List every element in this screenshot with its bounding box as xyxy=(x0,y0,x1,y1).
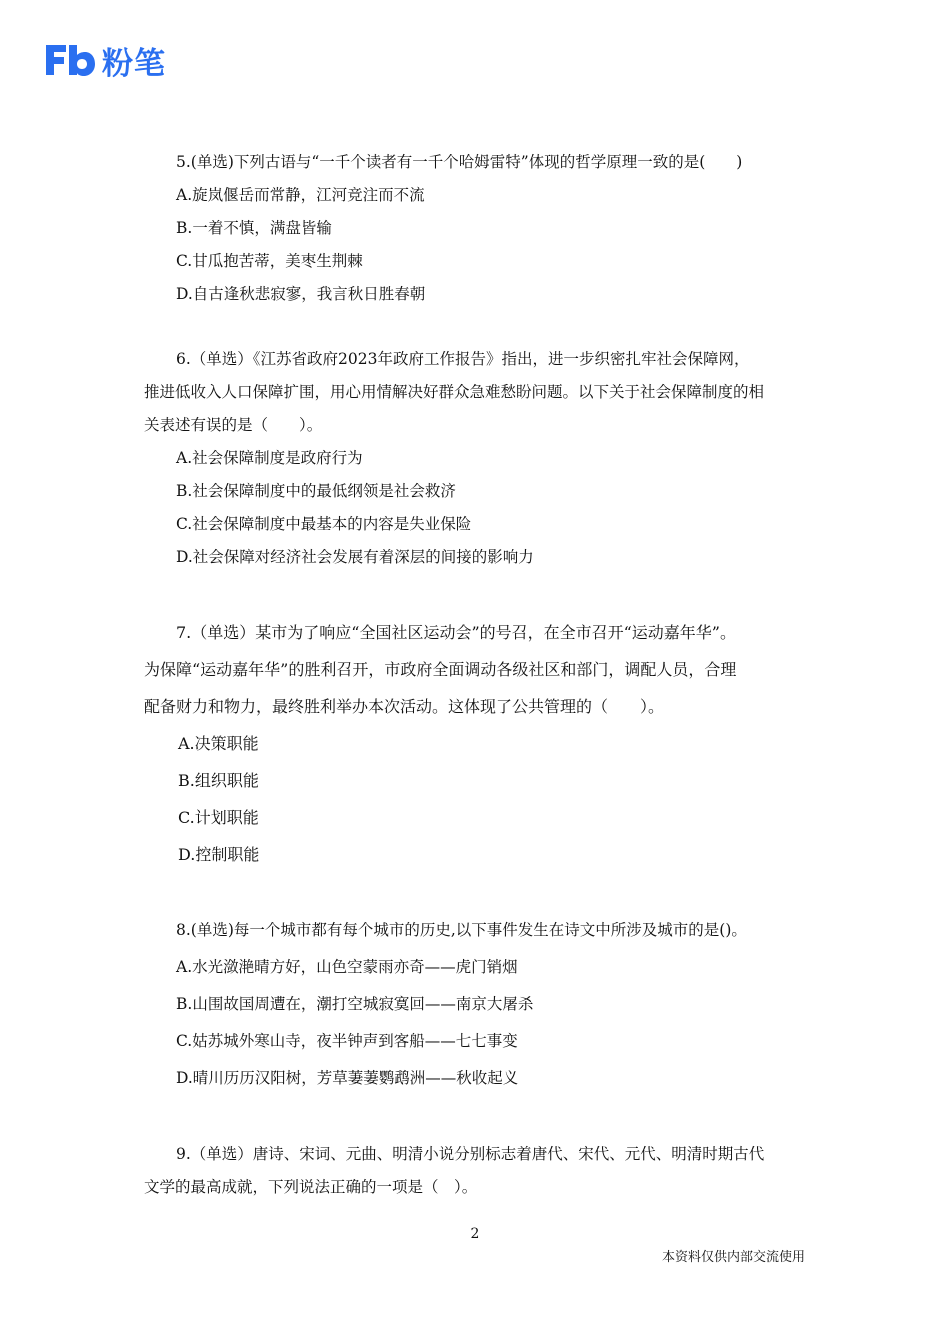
question-stem-line: 5.(单选)下列古语与“一千个读者有一千个哈姆雷特”体现的哲学原理一致的是( ) xyxy=(176,153,743,171)
option-d: D.自古逢秋悲寂寥，我言秋日胜春朝 xyxy=(176,285,426,303)
page-number: 2 xyxy=(470,1226,480,1242)
question-stem-line: 推进低收入人口保障扩围，用心用情解决好群众急难愁盼问题。以下关于社会保障制度的相 xyxy=(144,383,765,401)
question-5 xyxy=(176,146,808,311)
option-b: B.社会保障制度中的最低纲领是社会救济 xyxy=(176,482,456,500)
option-d: D.晴川历历汉阳树，芳草萋萋鹦鹉洲——秋收起义 xyxy=(176,1069,519,1087)
question-7 xyxy=(144,614,808,873)
question-stem-line: 配备财力和物力，最终胜利举办本次活动。这体现了公共管理的（ ）。 xyxy=(144,697,665,716)
option-b: B.一着不慎，满盘皆输 xyxy=(176,219,332,237)
option-b: B.组织职能 xyxy=(178,771,259,790)
question-9 xyxy=(144,1138,808,1204)
question-6 xyxy=(144,343,808,574)
question-stem-line: 关表述有误的是（ ）。 xyxy=(144,416,323,434)
question-stem-line: 为保障“运动嘉年华”的胜利召开，市政府全面调动各级社区和部门，调配人员，合理 xyxy=(144,660,737,679)
option-a: A.决策职能 xyxy=(178,734,259,753)
question-stem-line: 7.（单选）某市为了响应“全国社区运动会”的号召，在全市召开“运动嘉年华”。 xyxy=(176,623,736,642)
option-c: C.姑苏城外寒山寺，夜半钟声到客船——七七事变 xyxy=(176,1032,518,1050)
option-c: C.社会保障制度中最基本的内容是失业保险 xyxy=(176,515,472,533)
logo-text: 粉笔 xyxy=(102,45,166,82)
option-c: C.计划职能 xyxy=(178,808,259,827)
brand-logo xyxy=(42,40,166,80)
option-a: A.旋岚偃岳而常静，江河竞注而不流 xyxy=(176,186,425,204)
option-a: A.水光潋滟晴方好，山色空蒙雨亦奇——虎门销烟 xyxy=(176,958,518,976)
option-b: B.山围故国周遭在，潮打空城寂寞回——南京大屠杀 xyxy=(176,995,534,1013)
question-stem-line: 文学的最高成就，下列说法正确的一项是（ ）。 xyxy=(144,1178,478,1196)
footer-note: 本资料仅供内部交流使用 xyxy=(661,1250,805,1265)
question-stem-line: 6.（单选）《江苏省政府2023年政府工作报告》指出，进一步织密扎牢社会保障网， xyxy=(176,350,750,368)
fb-logo-icon xyxy=(42,41,98,79)
question-stem-line: 9.（单选）唐诗、宋词、元曲、明清小说分别标志着唐代、宋代、元代、明清时期古代 xyxy=(176,1145,765,1163)
option-d: D.控制职能 xyxy=(178,845,260,864)
question-stem-line: 8.(单选)每一个城市都有每个城市的历史,以下事件发生在诗文中所涉及城市的是()。 xyxy=(176,921,747,939)
option-c: C.甘瓜抱苦蒂，美枣生荆棘 xyxy=(176,252,363,270)
option-d: D.社会保障对经济社会发展有着深层的间接的影响力 xyxy=(176,548,534,566)
option-a: A.社会保障制度是政府行为 xyxy=(176,449,363,467)
question-8 xyxy=(176,914,808,1095)
